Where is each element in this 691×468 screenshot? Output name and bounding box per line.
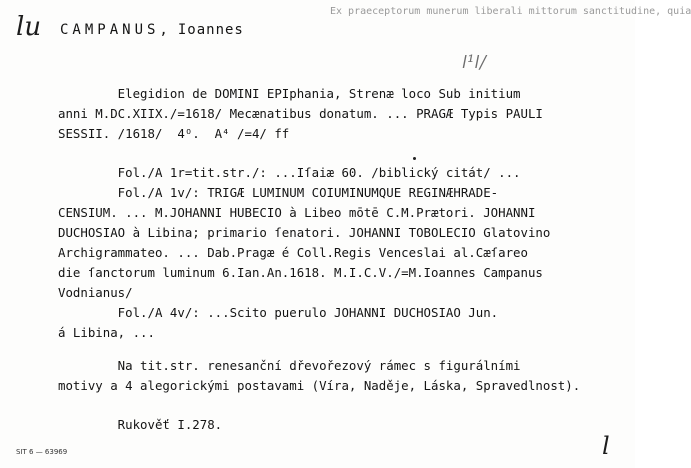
body-line-11: Vodnianus/ <box>58 285 133 300</box>
spacer <box>58 144 603 163</box>
body-line-16: motivy a 4 alegorickými postavami (Víra, Naděje, Láska, Spravedlnost). <box>58 378 581 393</box>
body-line-9: Archigrammateo. ... Dab.Pragæ é Coll.Regis Venceslai al.Cæſareo <box>58 245 528 260</box>
handwritten-mark-left: ⅼu <box>16 12 42 42</box>
body-line-10: die ſanctorum luminum 6.Ian.An.1618. M.I.C.V./=M.Ioannes Campanus <box>58 265 543 280</box>
ink-dot <box>413 157 416 160</box>
body-line-15: Na tit.str. renesanční dřevořezový rámec s figurálními <box>58 358 521 373</box>
card-heading <box>60 22 244 38</box>
faint-show-through-text: Ex praeceptorum munerum liberali mittorum sanctitudine, quia <box>330 6 691 17</box>
pencil-note: ǀ¹ǀ/ <box>462 52 486 73</box>
handwritten-mark-right: ⅼ <box>602 432 610 460</box>
body-line-1: Elegidion de DOMINI EPIphania, Strenæ loco Sub initium <box>58 86 521 101</box>
body-line-6: Fol./A 1v/: TRIGÆ LUMINUM COIUMINUMQUE REGINÆHRADE- <box>58 185 499 200</box>
spacer <box>58 343 603 356</box>
body-line-8: DUCHOSIAO à Libina; primario ſenatori. JOHANNI TOBOLECIO Glatovino <box>58 225 551 240</box>
author-given-name: Ioannes <box>177 22 244 38</box>
body-line-5: Fol./A 1r=tit.str./: ...Iſaiæ 60. /biblický citát/ ... <box>58 165 521 180</box>
body-line-2: anni M.DC.XIIX./=1618/ Mecænatibus donatum. ... PRAGÆ Typis PAULI <box>58 106 543 121</box>
print-code: SIT 6 — 63969 <box>16 448 68 456</box>
spacer <box>58 396 603 415</box>
card-body <box>58 84 603 435</box>
body-line-12: Fol./A 4v/: ...Scito puerulo JOHANNI DUCHOSIAO Jun. <box>58 305 499 320</box>
body-line-13: á Libina, ... <box>58 325 155 340</box>
body-line-7: CENSIUM. ... M.JOHANNI HUBECIO à Libeo mōtē C.M.Prætori. JOHANNI <box>58 205 536 220</box>
body-line-18: Rukověť I.278. <box>58 417 223 432</box>
author-surname: CAMPANUS, <box>60 22 172 38</box>
body-line-3: SESSII. /1618/ 4ᴼ. A⁴ /=4/ ff <box>58 126 290 141</box>
